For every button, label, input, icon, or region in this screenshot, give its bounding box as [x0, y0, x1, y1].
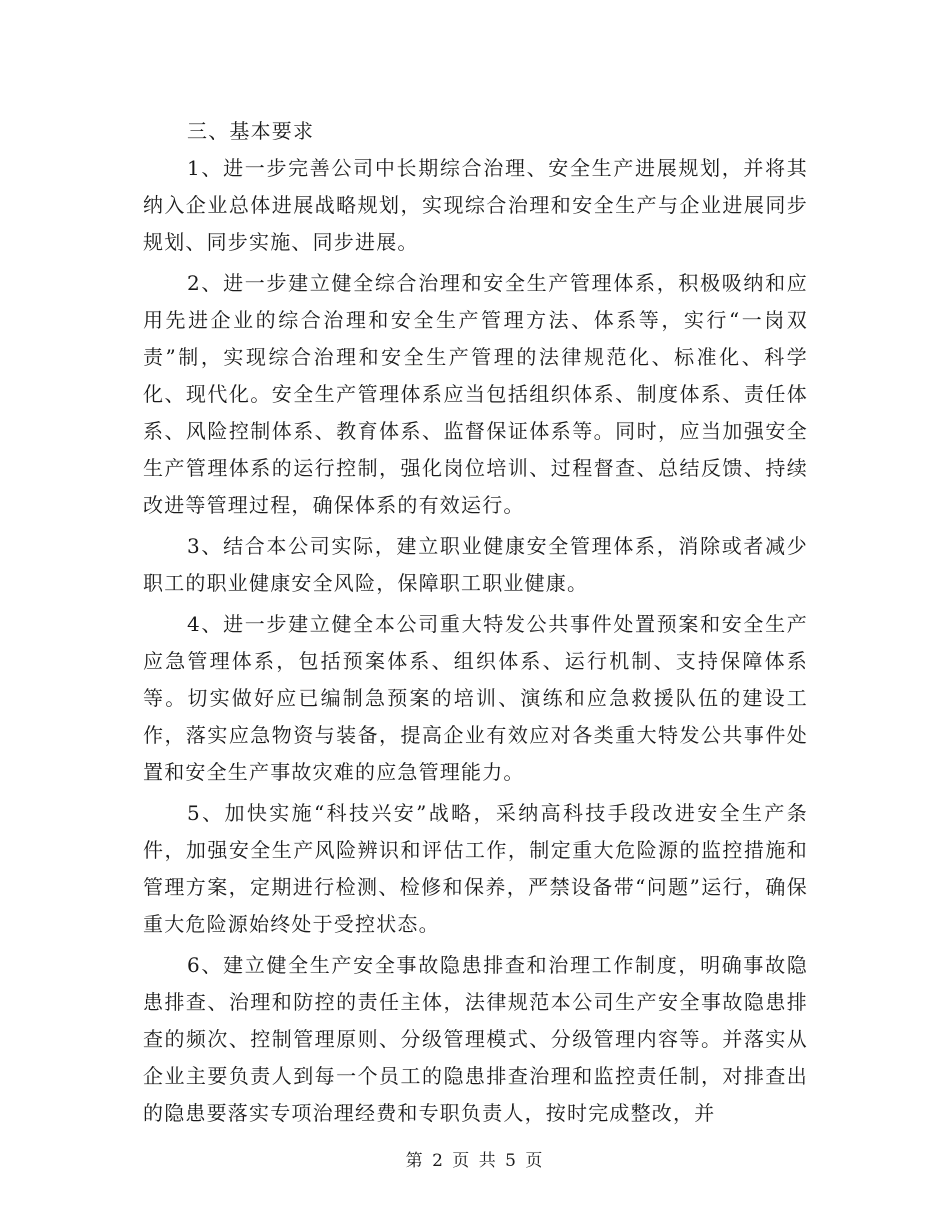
paragraph-2: 2、进一步建立健全综合治理和安全生产管理体系，积极吸纳和应用先进企业的综合治理和安全生产管理方法、体系等，实行“一岗双责”制，实现综合治理和安全生产管理的法律规范化、标准化、科学化、现代化。安全生产管理体系应当包括组织体系、制度体系、责任体系、风险控制体系、教育体系、监督保证体系等。同时，应当加强安全生产管理体系的运行控制，强化岗位培训、过程督查、总结反馈、持续改进等管理过程，确保体系的有效运行。 [143, 271, 808, 517]
paragraph-4: 4、进一步建立健全本公司重大特发公共事件处置预案和安全生产应急管理体系，包括预案体系、组织体系、运行机制、支持保障体系等。切实做好应已编制急预案的培训、演练和应急救援队伍的建设工作，落实应急物资与装备，提高企业有效应对各类重大特发公共事件处置和安全生产事故灾难的应急管理能力。 [143, 612, 808, 784]
document-body [143, 113, 808, 1136]
page-footer [0, 1146, 950, 1171]
paragraph-1: 1、进一步完善公司中长期综合治理、安全生产进展规划，并将其纳入企业总体进展战略规划，实现综合治理和安全生产与企业进展同步规划、同步实施、同步进展。 [143, 156, 808, 254]
page-number: 第 2 页 共 5 页 [405, 1151, 545, 1171]
paragraph-5: 5、加快实施“科技兴安”战略，采纳高科技手段改进安全生产条件，加强安全生产风险辨识和评估工作，制定重大危险源的监控措施和管理方案，定期进行检测、检修和保养，严禁设备带“问题”运行，确保重大危险源始终处于受控状态。 [143, 801, 808, 936]
section-heading: 三、基本要求 [187, 119, 315, 143]
paragraph-3: 3、结合本公司实际，建立职业健康安全管理体系，消除或者减少职工的职业健康安全风险，保障职工职业健康。 [143, 534, 808, 595]
paragraph-6: 6、建立健全生产安全事故隐患排查和治理工作制度，明确事故隐患排查、治理和防控的责任主体，法律规范本公司生产安全事故隐患排查的频次、控制管理原则、分级管理模式、分级管理内容等。并落实从企业主要负责人到每一个员工的隐患排查治理和监控责任制，对排查出的隐患要落实专项治理经费和专职负责人，按时完成整改，并 [143, 953, 808, 1125]
